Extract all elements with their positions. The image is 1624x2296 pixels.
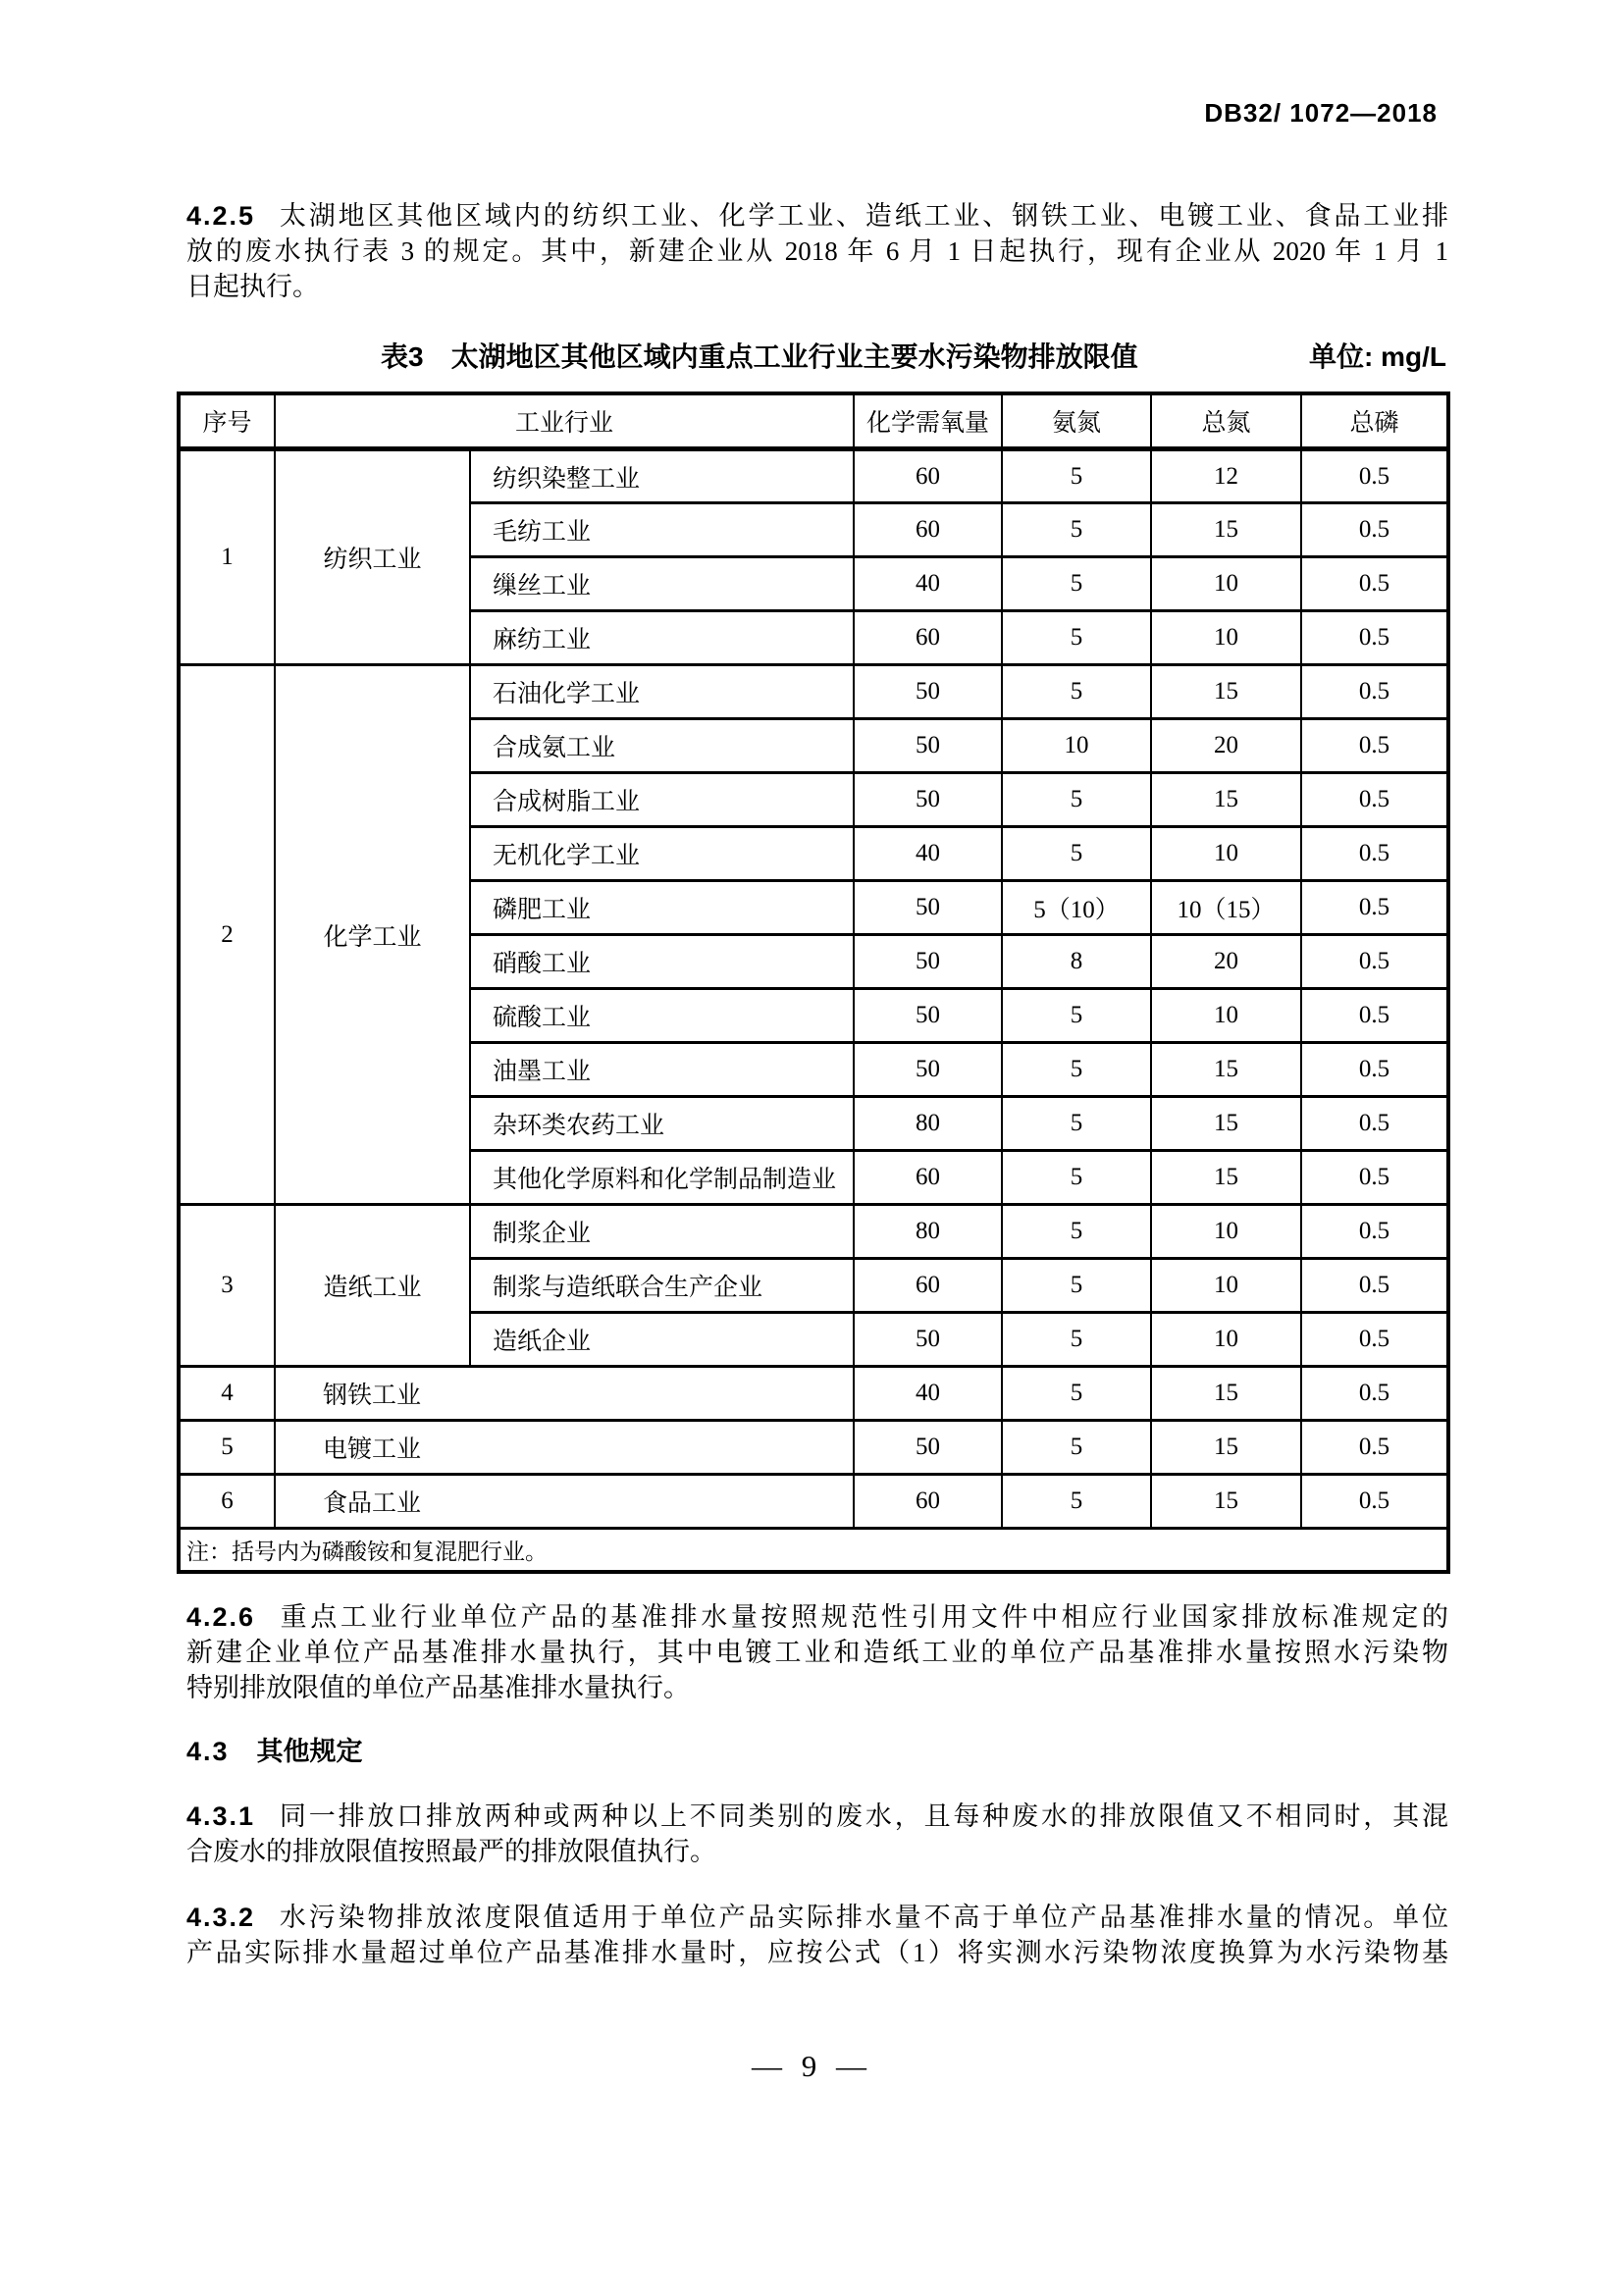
- cell-tn: 10: [1151, 827, 1301, 881]
- paragraph-text: 重点工业行业单位产品的基准排水量按照规范性引用文件中相应行业国家排放标准规定的: [277, 1602, 1448, 1632]
- cell-no: 1: [179, 449, 275, 665]
- cell-cod: 60: [854, 1475, 1002, 1529]
- cell-nh3n: 5: [1002, 1205, 1151, 1259]
- header-cell-no: 序号: [179, 393, 275, 449]
- cell-category: 化学工业: [275, 665, 470, 1205]
- cell-tn: 20: [1151, 935, 1301, 989]
- cell-tn: 15: [1151, 1151, 1301, 1205]
- cell-no: 5: [179, 1421, 275, 1475]
- cell-cod: 60: [854, 1259, 1002, 1313]
- cell-tp: 0.5: [1301, 503, 1448, 557]
- cell-industry: 纺织染整工业: [470, 449, 854, 503]
- paragraph-text: 太湖地区其他区域内的纺织工业、化学工业、造纸工业、钢铁工业、电镀工业、食品工业排: [277, 201, 1448, 231]
- cell-industry: 石油化学工业: [470, 665, 854, 719]
- cell-tp: 0.5: [1301, 773, 1448, 827]
- cell-tn: 10: [1151, 1313, 1301, 1367]
- cell-industry: 毛纺工业: [470, 503, 854, 557]
- cell-tn: 10（15）: [1151, 881, 1301, 935]
- paragraph-line: 放的废水执行表 3 的规定。其中，新建企业从 2018 年 6 月 1 日起执行，现有企业从 2020 年 1 月 1: [186, 236, 1448, 266]
- cell-nh3n: 5: [1002, 1421, 1151, 1475]
- cell-industry: 食品工业: [275, 1475, 854, 1529]
- cell-tn: 15: [1151, 1421, 1301, 1475]
- cell-industry: 油墨工业: [470, 1043, 854, 1097]
- cell-tp: 0.5: [1301, 719, 1448, 773]
- table-row: [179, 1367, 1448, 1421]
- cell-tn: 15: [1151, 503, 1301, 557]
- cell-tn: 15: [1151, 665, 1301, 719]
- cell-category: 造纸工业: [275, 1205, 470, 1367]
- cell-cod: 60: [854, 611, 1002, 665]
- cell-industry: 钢铁工业: [275, 1367, 854, 1421]
- cell-tp: 0.5: [1301, 611, 1448, 665]
- cell-nh3n: 5: [1002, 1043, 1151, 1097]
- cell-cod: 60: [854, 449, 1002, 503]
- cell-nh3n: 10: [1002, 719, 1151, 773]
- cell-nh3n: 5: [1002, 1313, 1151, 1367]
- cell-tp: 0.5: [1301, 449, 1448, 503]
- paragraph-line: 特别排放限值的单位产品基准排水量执行。: [186, 1673, 690, 1702]
- cell-tp: 0.5: [1301, 989, 1448, 1043]
- paragraph-text: 同一排放口排放两种或两种以上不同类别的废水，且每种废水的排放限值又不相同时，其混: [277, 1801, 1448, 1831]
- section-number: 4.3.2: [186, 1903, 256, 1932]
- cell-tn: 15: [1151, 1097, 1301, 1151]
- cell-industry: 缫丝工业: [470, 557, 854, 611]
- cell-tn: 15: [1151, 1043, 1301, 1097]
- paragraph-line: [186, 198, 1448, 234]
- table-row: [179, 449, 1448, 503]
- cell-cod: 50: [854, 881, 1002, 935]
- cell-tn: 12: [1151, 449, 1301, 503]
- cell-nh3n: 5: [1002, 665, 1151, 719]
- cell-nh3n: 5: [1002, 773, 1151, 827]
- cell-tn: 15: [1151, 1475, 1301, 1529]
- cell-industry: 制浆企业: [470, 1205, 854, 1259]
- page-number: — 9 —: [752, 2049, 872, 2083]
- header-cell-nh3n: 氨氮: [1002, 393, 1151, 449]
- cell-nh3n: 5: [1002, 1475, 1151, 1529]
- paragraph-line: 合废水的排放限值按照最严的排放限值执行。: [186, 1837, 716, 1866]
- section-number: 4.3.1: [186, 1801, 256, 1831]
- cell-cod: 40: [854, 827, 1002, 881]
- table-unit: 单位: mg/L: [1309, 341, 1446, 372]
- paragraph-line: [186, 1799, 1448, 1834]
- cell-tp: 0.5: [1301, 1367, 1448, 1421]
- cell-industry: 无机化学工业: [470, 827, 854, 881]
- paragraph-4-2-6: [186, 1599, 1448, 1705]
- cell-tp: 0.5: [1301, 1421, 1448, 1475]
- cell-industry: 造纸企业: [470, 1313, 854, 1367]
- paragraph-4-3-1: [186, 1799, 1448, 1869]
- cell-nh3n: 5: [1002, 1259, 1151, 1313]
- cell-nh3n: 5: [1002, 1151, 1151, 1205]
- table-row: [179, 1475, 1448, 1529]
- cell-nh3n: 5: [1002, 1097, 1151, 1151]
- cell-tn: 15: [1151, 773, 1301, 827]
- cell-industry: 合成树脂工业: [470, 773, 854, 827]
- cell-cod: 40: [854, 1367, 1002, 1421]
- table-row: [179, 1205, 1448, 1259]
- cell-tn: 15: [1151, 1367, 1301, 1421]
- cell-industry: 磷肥工业: [470, 881, 854, 935]
- paragraph-text: 水污染物排放浓度限值适用于单位产品实际排水量不高于单位产品基准排水量的情况。单位: [277, 1903, 1448, 1932]
- cell-tn: 10: [1151, 1259, 1301, 1313]
- cell-no: 3: [179, 1205, 275, 1367]
- cell-cod: 80: [854, 1097, 1002, 1151]
- cell-tp: 0.5: [1301, 1313, 1448, 1367]
- cell-cod: 60: [854, 503, 1002, 557]
- cell-tp: 0.5: [1301, 935, 1448, 989]
- header-cell-tn: 总氮: [1151, 393, 1301, 449]
- cell-cod: 50: [854, 1313, 1002, 1367]
- cell-category: 纺织工业: [275, 449, 470, 665]
- section-heading-4-3: [186, 1735, 363, 1768]
- section-number: 4.3: [186, 1737, 230, 1766]
- cell-industry: 麻纺工业: [470, 611, 854, 665]
- cell-nh3n: 5: [1002, 557, 1151, 611]
- cell-cod: 50: [854, 719, 1002, 773]
- cell-industry: 其他化学原料和化学制品制造业: [470, 1151, 854, 1205]
- cell-cod: 80: [854, 1205, 1002, 1259]
- cell-no: 2: [179, 665, 275, 1205]
- cell-tp: 0.5: [1301, 1475, 1448, 1529]
- table-header-row: [179, 393, 1448, 449]
- header-cell-tp: 总磷: [1301, 393, 1448, 449]
- cell-nh3n: 5: [1002, 1367, 1151, 1421]
- cell-tp: 0.5: [1301, 1043, 1448, 1097]
- cell-tp: 0.5: [1301, 827, 1448, 881]
- header-cell-industry: 工业行业: [275, 393, 854, 449]
- cell-tn: 10: [1151, 557, 1301, 611]
- cell-tp: 0.5: [1301, 1259, 1448, 1313]
- cell-industry: 硫酸工业: [470, 989, 854, 1043]
- standard-code: DB32/ 1072—2018: [1204, 98, 1438, 128]
- table-row: [179, 665, 1448, 719]
- paragraph-line: [186, 1599, 1448, 1635]
- cell-cod: 50: [854, 773, 1002, 827]
- section-number: 4.2.6: [186, 1602, 256, 1632]
- section-title: 其他规定: [256, 1737, 363, 1766]
- cell-nh3n: 5（10）: [1002, 881, 1151, 935]
- cell-cod: 40: [854, 557, 1002, 611]
- cell-tp: 0.5: [1301, 557, 1448, 611]
- cell-industry: 电镀工业: [275, 1421, 854, 1475]
- paragraph-line: 日起执行。: [186, 272, 319, 301]
- table-note-row: [179, 1529, 1448, 1572]
- cell-cod: 50: [854, 665, 1002, 719]
- cell-tn: 10: [1151, 1205, 1301, 1259]
- cell-cod: 50: [854, 935, 1002, 989]
- cell-tp: 0.5: [1301, 881, 1448, 935]
- cell-cod: 50: [854, 1421, 1002, 1475]
- cell-tn: 20: [1151, 719, 1301, 773]
- cell-cod: 50: [854, 989, 1002, 1043]
- cell-industry: 合成氨工业: [470, 719, 854, 773]
- paragraph-line: [186, 1900, 1448, 1935]
- table-note: 注：括号内为磷酸铵和复混肥行业。: [179, 1529, 1448, 1572]
- header-cell-cod: 化学需氧量: [854, 393, 1002, 449]
- section-number: 4.2.5: [186, 201, 256, 231]
- cell-tp: 0.5: [1301, 1151, 1448, 1205]
- cell-no: 6: [179, 1475, 275, 1529]
- paragraph-line: 产品实际排水量超过单位产品基准排水量时，应按公式（1）将实测水污染物浓度换算为水污染物基: [186, 1938, 1448, 1967]
- cell-nh3n: 5: [1002, 989, 1151, 1043]
- paragraph-4-2-5: [186, 198, 1448, 304]
- cell-tp: 0.5: [1301, 665, 1448, 719]
- cell-nh3n: 5: [1002, 611, 1151, 665]
- cell-tp: 0.5: [1301, 1097, 1448, 1151]
- cell-tn: 10: [1151, 989, 1301, 1043]
- cell-tn: 10: [1151, 611, 1301, 665]
- cell-nh3n: 5: [1002, 503, 1151, 557]
- cell-cod: 60: [854, 1151, 1002, 1205]
- cell-industry: 硝酸工业: [470, 935, 854, 989]
- table-3: [177, 391, 1450, 1574]
- cell-nh3n: 8: [1002, 935, 1151, 989]
- table-row: [179, 1421, 1448, 1475]
- cell-no: 4: [179, 1367, 275, 1421]
- cell-nh3n: 5: [1002, 827, 1151, 881]
- cell-industry: 制浆与造纸联合生产企业: [470, 1259, 854, 1313]
- paragraph-line: 新建企业单位产品基准排水量执行，其中电镀工业和造纸工业的单位产品基准排水量按照水污染物: [186, 1638, 1448, 1667]
- table-title: 表3 太湖地区其他区域内重点工业行业主要水污染物排放限值: [381, 341, 1138, 372]
- cell-nh3n: 5: [1002, 449, 1151, 503]
- paragraph-4-3-2: [186, 1900, 1448, 1970]
- cell-cod: 50: [854, 1043, 1002, 1097]
- cell-tp: 0.5: [1301, 1205, 1448, 1259]
- table-caption: [381, 336, 1446, 375]
- cell-industry: 杂环类农药工业: [470, 1097, 854, 1151]
